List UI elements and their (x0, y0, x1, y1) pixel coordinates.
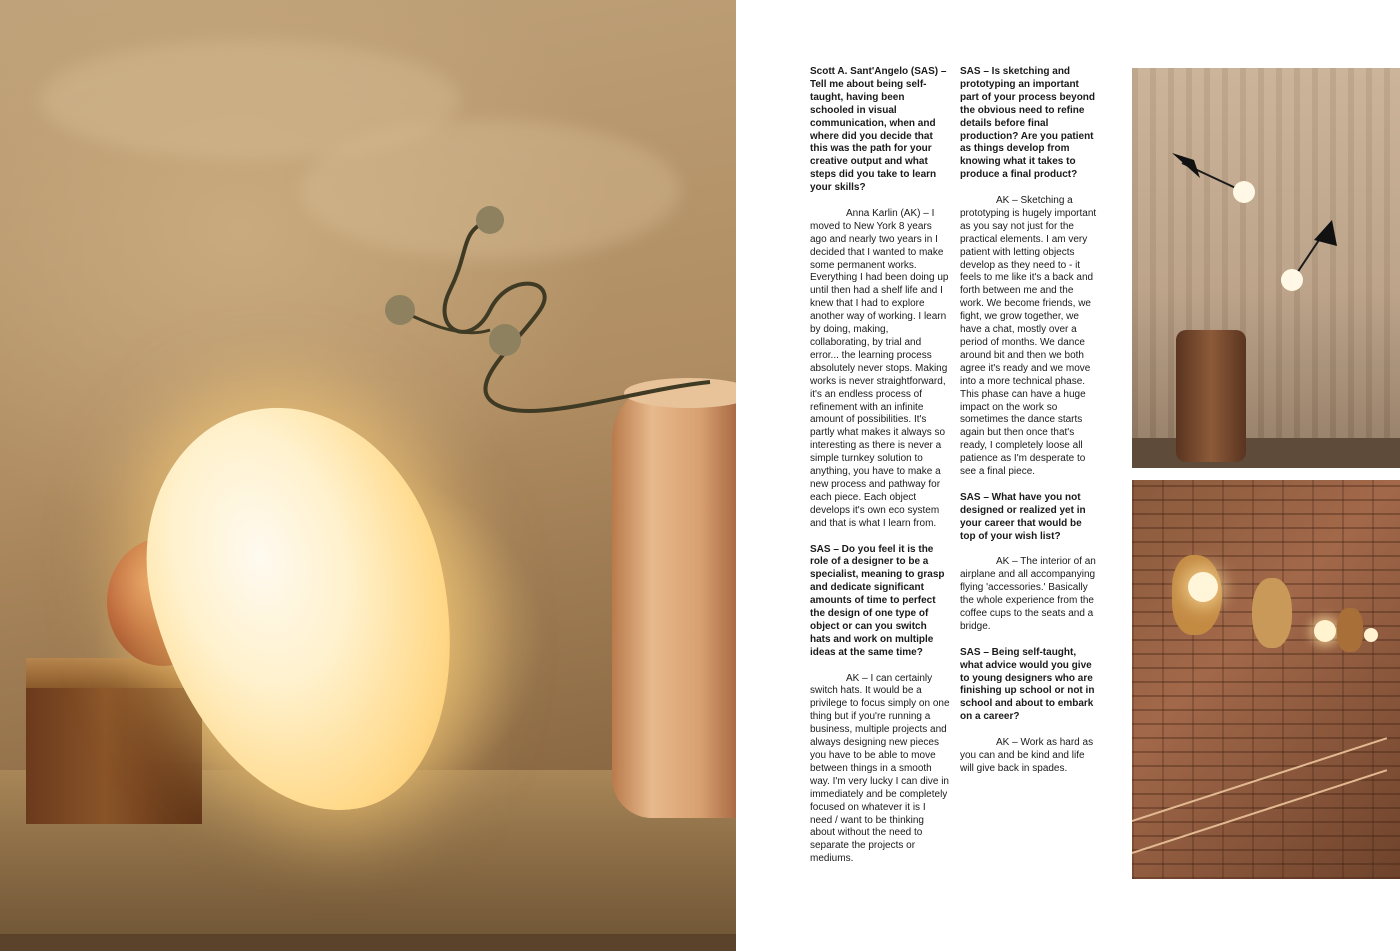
pendant-fixtures (1132, 68, 1400, 468)
interview-answer: AK – The interior of an airplane and all accompanying flying 'accessories.' Basically the whole experience from the coffee cups to the seats and a bridge. (960, 556, 1096, 632)
sconce (1337, 608, 1363, 652)
table-edge (0, 934, 736, 951)
flower-head (385, 295, 415, 325)
interview-answer: AK – Work as hard as you can and be kind and life will give back in spades. (960, 737, 1094, 774)
flower-head (476, 206, 504, 234)
sconce-bulb (1314, 620, 1336, 642)
sconce (1252, 578, 1292, 648)
ceramic-vase (612, 380, 736, 818)
sconce-bulb (1188, 572, 1218, 602)
handrail (1132, 769, 1387, 854)
flower-head (489, 324, 521, 356)
pendant-lamps-photo (1132, 68, 1400, 468)
interview-answer: AK – I can certainly switch hats. It would be a privilege to focus simply on one thing but if you're running a business, multiple projects and always designing new pieces you have to be able to move between things in a smooth way. I'm very lucky I can dive in immediately and be completely focused on whatever it is I need / want to be thinking about without the need to separate the projects or mediums. (810, 672, 950, 865)
interview-question: SAS – Being self-taught, what advice would you give to young designers who are finishing up school or not in school and about to embark on a career? (960, 646, 1095, 723)
allium-branch (370, 200, 730, 440)
interview-column-2 (960, 66, 1100, 789)
sconce-bulb (1364, 628, 1378, 642)
interview-column-1 (810, 66, 950, 879)
interview-answer: Anna Karlin (AK) – I moved to New York 8 years ago and nearly two years in I decided that I wanted to make some permanent works. Everything I had been doing up until then had a shelf life and I knew that I had to explore another way of working. I learn by doing, making, collaborating, by trial and error... the learning process absolutely never stops. Making works is never straightforward, it's an endless process of refinement with an infinite amount of possibilities. It's partly what makes it always so interesting as there is never a simple turnkey solution to anything, you have to make a new process and pathway for each piece. Each object develops it's own eco system and that is what I learn from. (810, 207, 949, 529)
interview-question: SAS – What have you not designed or realized yet in your career that would be top of your wish list? (960, 491, 1086, 542)
sconces-photo (1132, 480, 1400, 879)
interview-question: SAS – Is sketching and prototyping an important part of your process beyond the obvious need to refine details before final production? Are you patient as things develop from knowing what it takes to produce a final product? (960, 66, 1096, 181)
interview-answer: AK – Sketching a prototyping is hugely important as you say not just for the practical elements. I am very patient with letting objects develop as they need to - it feels to me like it's a back and forth between me and the work. We become friends, we fight, we grow together, we have a chat, mostly over a period of months. We dance around bit and then we both agree it's ready and we move into a more technical phase. This phase can have a huge impact on the work so sometimes the dance starts again but then once that's ready, I completely loose all patience as I'm desperate to see a final piece. (960, 195, 1097, 478)
interview-question: SAS – Do you feel it is the role of a designer to be a specialist, meaning to grasp and dedicate significant amounts of time to perfect the design of one type of object or can you switch hats and work on multiple ideas at the same time? (810, 543, 945, 658)
interview-question: Scott A. Sant'Angelo (SAS) – Tell me about being self-taught, having been schooled in visual communication, when and where did you decide that this was the path for your creative output and what steps did you take to learn your skills? (810, 66, 947, 194)
